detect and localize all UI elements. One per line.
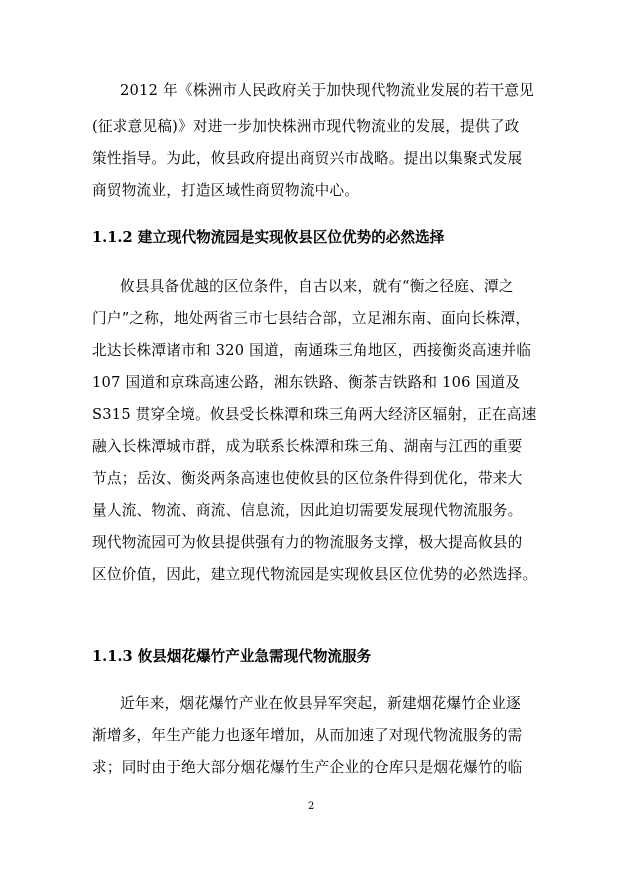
paragraph-2-line-2: 门户”之称，地处两省三市七县结合部，立足湘东南、面向长株潭， [92,310,531,327]
paragraph-1-line-1: 2012 年《株洲市人民政府关于加快现代物流业发展的若干意见 [120,82,535,99]
paragraph-2-line-5: S315 贯穿全境。攸县受长株潭和珠三角两大经济区辐射，正在高速 [92,406,537,423]
paragraph-2-line-3: 北达长株潭诸市和 320 国道，南通珠三角地区，西接衡炎高速并临 [92,342,532,359]
page-number: 2 [308,801,315,812]
paragraph-3-line-3: 求；同时由于绝大部分烟花爆竹生产企业的仓库只是烟花爆竹的临 [92,759,523,776]
section-heading-1-1-2: 1.1.2 建立现代物流园是实现攸县区位优势的必然选择 [92,229,445,246]
paragraph-2-line-7: 节点；岳汝、衡炎两条高速也使攸县的区位条件得到优化，带来大 [92,470,523,487]
paragraph-1-line-4: 商贸物流业，打造区域性商贸物流中心。 [92,182,360,199]
paragraph-1-line-3: 策性指导。为此，攸县政府提出商贸兴市战略。提出以集聚式发展 [92,150,523,167]
paragraph-2-line-4: 107 国道和京珠高速公路，湘东铁路、衡茶吉铁路和 106 国道及 [92,374,521,391]
paragraph-1-line-2: (征求意见稿)》对进一步加快株洲市现代物流业的发展，提供了政 [92,118,520,135]
paragraph-2-line-10: 区位价值，因此，建立现代物流园是实现攸县区位优势的必然选择。 [92,566,538,583]
paragraph-2-line-1: 攸县具备优越的区位条件，自古以来，就有“衡之径庭、潭之 [120,278,514,295]
paragraph-2-line-6: 融入长株潭城市群，成为联系长株潭和珠三角、湖南与江西的重要 [92,438,523,455]
paragraph-3-line-2: 渐增多，年生产能力也逐年增加，从而加速了对现代物流服务的需 [92,727,523,744]
section-heading-1-1-3: 1.1.3 攸县烟花爆竹产业急需现代物流服务 [92,648,372,665]
paragraph-2-line-8: 量人流、物流、商流、信息流，因此迫切需要发展现代物流服务。 [92,502,523,519]
paragraph-2-line-9: 现代物流园可为攸县提供强有力的物流服务支撑，极大提高攸县的 [92,534,523,551]
paragraph-3-line-1: 近年来，烟花爆竹产业在攸县异军突起，新建烟花爆竹企业逐 [120,695,521,712]
